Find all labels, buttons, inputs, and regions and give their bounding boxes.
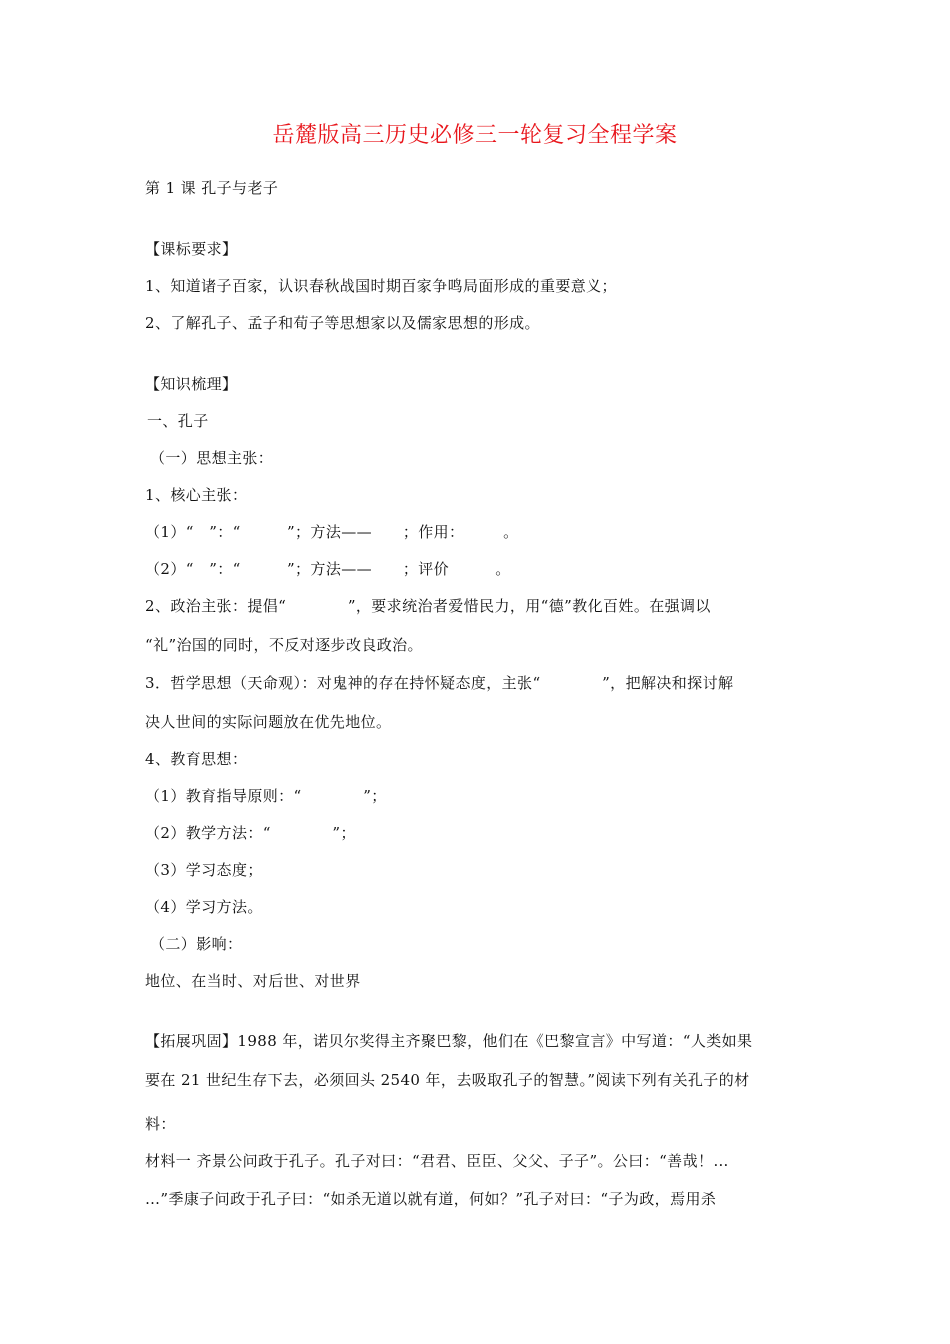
material-line-2: …”季康子问政于孔子曰：“如杀无道以就有道，何如？”孔子对曰：“子为政，焉用杀 bbox=[145, 1190, 717, 1208]
sub-two-heading: （二）影响： bbox=[150, 935, 243, 953]
extend-line-1: 【拓展巩固】1988 年，诺贝尔奖得主齐聚巴黎，他们在《巴黎宣言》中写道：“人类如果 bbox=[145, 1032, 753, 1050]
education-heading: 4、教育思想： bbox=[145, 750, 248, 768]
education-item-1: （1）教育指导原则：“ ”； bbox=[145, 787, 387, 805]
knowledge-heading: 【知识梳理】 bbox=[145, 375, 238, 393]
politics-line-1: 2、政治主张：提倡“ ”，要求统治者爱惜民力，用“德”教化百姓。在强调以 bbox=[145, 597, 711, 615]
education-item-3: （3）学习态度； bbox=[145, 861, 263, 879]
education-item-4: （4）学习方法。 bbox=[145, 898, 263, 916]
lesson-heading: 第 1 课 孔子与老子 bbox=[145, 179, 279, 197]
philosophy-line-2: 决人世间的实际问题放在优先地位。 bbox=[145, 713, 392, 731]
core-heading: 1、核心主张： bbox=[145, 486, 248, 504]
standards-item-1: 1、知道诸子百家，认识春秋战国时期百家争鸣局面形成的重要意义； bbox=[145, 277, 617, 295]
material-line-1: 材料一 齐景公问政于孔子。孔子对曰：“君君、臣臣、父父、子子”。公曰：“善哉！… bbox=[145, 1152, 729, 1170]
extend-line-3: 料： bbox=[145, 1115, 176, 1133]
sub-one-heading: （一）思想主张： bbox=[150, 449, 274, 467]
politics-line-2: “礼”治国的同时，不反对逐步改良政治。 bbox=[145, 636, 423, 654]
standards-heading: 【课标要求】 bbox=[145, 240, 238, 258]
core-item-1: （1）“ ”：“ ”；方法—— ；作用： 。 bbox=[145, 523, 519, 541]
part-one-heading: 一、孔子 bbox=[147, 412, 209, 430]
standards-item-2: 2、了解孔子、孟子和荀子等思想家以及儒家思想的形成。 bbox=[145, 314, 540, 332]
philosophy-line-1: 3．哲学思想（天命观）：对鬼神的存在持怀疑态度，主张“ ”，把解决和探讨解 bbox=[145, 674, 734, 692]
document-title: 岳麓版高三历史必修三一轮复习全程学案 bbox=[272, 123, 678, 148]
education-item-2: （2）教学方法：“ ”； bbox=[145, 824, 356, 842]
influence-text: 地位、在当时、对后世、对世界 bbox=[145, 972, 361, 990]
core-item-2: （2）“ ”：“ ”；方法—— ；评价 。 bbox=[145, 560, 511, 578]
extend-line-2: 要在 21 世纪生存下去，必须回头 2540 年，去吸取孔子的智慧。”阅读下列有关孔子的材 bbox=[145, 1071, 750, 1089]
